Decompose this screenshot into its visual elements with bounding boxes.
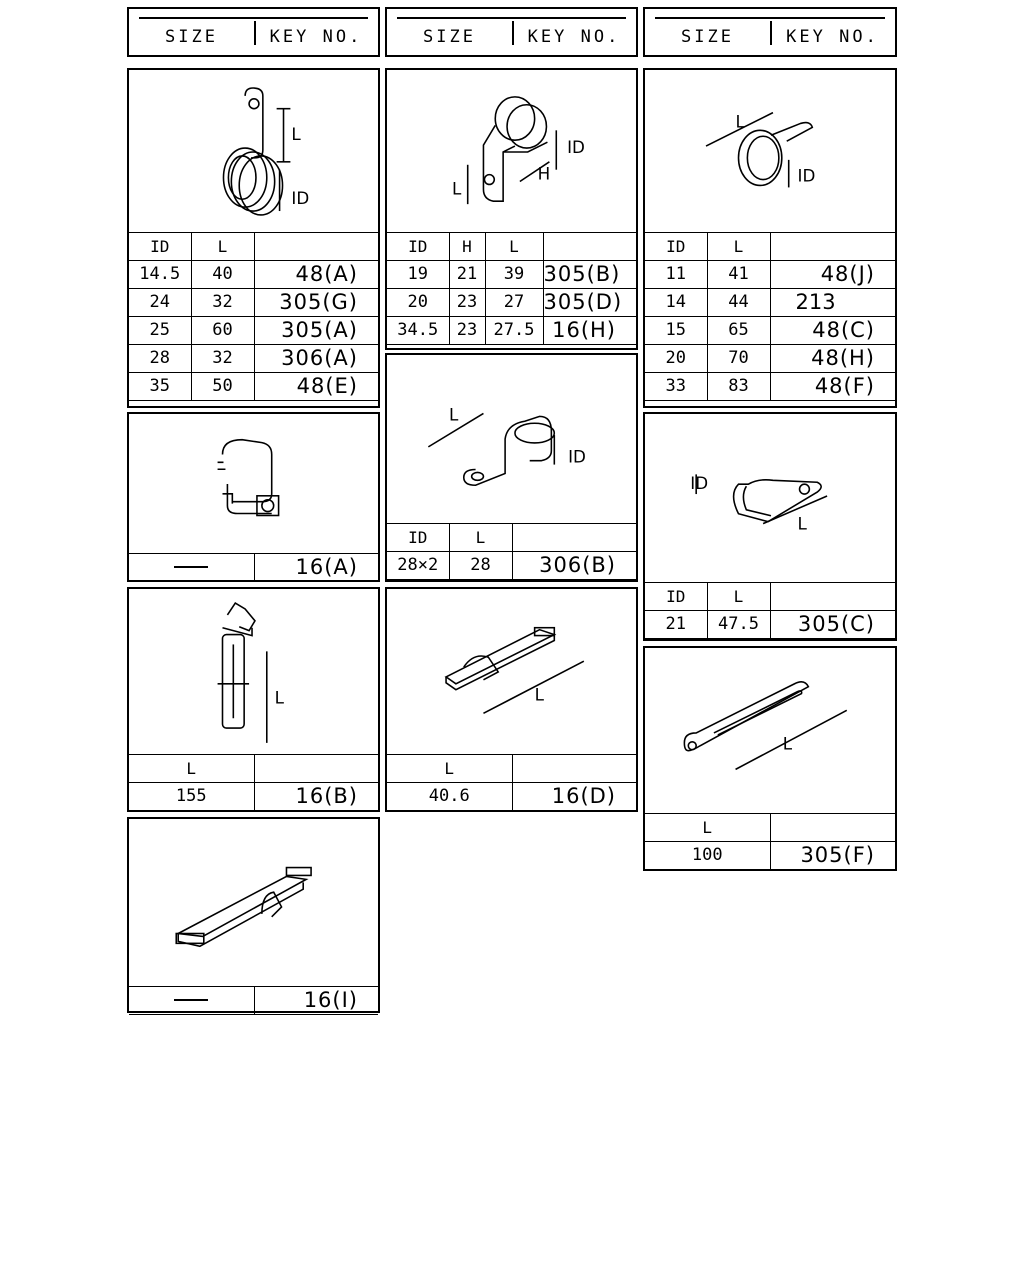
clamp-c-figure xyxy=(645,70,895,232)
cell: 14 xyxy=(645,289,707,317)
cell: 47.5 xyxy=(707,611,770,639)
cell: 100 xyxy=(645,842,770,870)
l-dim-label: L xyxy=(782,733,793,754)
cell: 65 xyxy=(707,317,770,345)
cell: 20 xyxy=(387,289,449,317)
header-col-2 xyxy=(385,7,638,57)
cell: 40.6 xyxy=(387,783,512,811)
h-dim-label: H xyxy=(537,163,551,184)
table-row xyxy=(387,289,636,317)
table-row xyxy=(645,373,895,401)
clip-16a-panel xyxy=(127,412,380,582)
clamp-a-figure xyxy=(129,70,378,232)
clamp-c-panel xyxy=(643,68,897,408)
key-cell: 48(C) xyxy=(770,317,895,345)
clamp-a-panel xyxy=(127,68,380,408)
band-16d-figure xyxy=(387,589,636,754)
col-header: ID xyxy=(645,233,707,261)
cell: 39 xyxy=(485,261,543,289)
clamp-306b-drawing xyxy=(387,355,636,523)
cell: 32 xyxy=(191,289,254,317)
table-row xyxy=(387,317,636,345)
key-cell: 48(A) xyxy=(254,261,378,289)
table-row xyxy=(645,317,895,345)
band-16i-table xyxy=(129,986,378,1015)
clamp-306b-figure xyxy=(387,355,636,523)
clip-16a-figure xyxy=(129,414,378,553)
key-no-label: KEY NO. xyxy=(786,27,879,47)
strap-305f-drawing xyxy=(645,648,895,813)
band-16d-table xyxy=(387,754,636,811)
col-header: L xyxy=(129,755,254,783)
band-16i-panel xyxy=(127,817,380,1013)
cell: 14.5 xyxy=(129,261,191,289)
id-dim-label: ID xyxy=(797,165,816,186)
cell: 28 xyxy=(449,552,512,580)
header-col-1 xyxy=(127,7,380,57)
clamp-b-drawing xyxy=(387,70,636,232)
cell: 28×2 xyxy=(387,552,449,580)
col-header: L xyxy=(191,233,254,261)
cell: 35 xyxy=(129,373,191,401)
clamp-305c-figure xyxy=(645,414,895,582)
key-cell: 305(C) xyxy=(770,611,895,639)
key-cell: 305(A) xyxy=(254,317,378,345)
size-label: SIZE xyxy=(423,27,476,47)
key-cell: 306(B) xyxy=(512,552,636,580)
col-header: L xyxy=(707,583,770,611)
key-cell: 16(H) xyxy=(543,317,636,345)
table-row xyxy=(387,552,636,580)
clamp-a-table xyxy=(129,232,378,401)
clamp-a-drawing xyxy=(129,70,378,232)
key-cell: 16(D) xyxy=(512,783,636,811)
table-row xyxy=(129,317,378,345)
cell: 19 xyxy=(387,261,449,289)
cell: 83 xyxy=(707,373,770,401)
cell: 60 xyxy=(191,317,254,345)
key-cell: 48(E) xyxy=(254,373,378,401)
clamp-b-table xyxy=(387,232,636,345)
table-row xyxy=(129,987,378,1015)
key-cell: 48(H) xyxy=(770,345,895,373)
l-dim-label: L xyxy=(735,111,745,132)
strap-305f-panel xyxy=(643,646,897,871)
size-cell xyxy=(129,987,254,1015)
col-header: ID xyxy=(387,524,449,552)
cell: 15 xyxy=(645,317,707,345)
col-header: L xyxy=(449,524,512,552)
clamp-306b-panel xyxy=(385,353,638,582)
band-16d-panel xyxy=(385,587,638,812)
l-dim-label: L xyxy=(797,513,807,534)
cell: 20 xyxy=(645,345,707,373)
table-row xyxy=(129,261,378,289)
tie-16b-drawing xyxy=(129,589,378,754)
cell: 21 xyxy=(645,611,707,639)
table-row xyxy=(129,289,378,317)
cell: 23 xyxy=(449,289,485,317)
band-16d-drawing xyxy=(387,589,636,754)
table-row xyxy=(645,611,895,639)
table-row xyxy=(645,345,895,373)
id-dim-label: ID xyxy=(690,473,709,494)
clamp-b-panel xyxy=(385,68,638,350)
cell: 27.5 xyxy=(485,317,543,345)
col-header: L xyxy=(707,233,770,261)
col-header: ID xyxy=(129,233,191,261)
id-dim-label: ID xyxy=(568,446,586,467)
key-cell: 16(B) xyxy=(254,783,378,811)
col-header: L xyxy=(645,814,770,842)
table-row xyxy=(387,783,636,811)
key-cell: 305(G) xyxy=(254,289,378,317)
table-row xyxy=(129,345,378,373)
l-dim-label: L xyxy=(274,687,284,708)
cell: 27 xyxy=(485,289,543,317)
l-dim-label: L xyxy=(451,178,462,199)
clip-16a-drawing xyxy=(129,414,378,553)
cell: 11 xyxy=(645,261,707,289)
clamp-306b-table xyxy=(387,523,636,580)
l-dim-label: L xyxy=(534,684,544,705)
clamp-c-drawing xyxy=(645,70,895,232)
cell: 34.5 xyxy=(387,317,449,345)
l-dim-label: L xyxy=(291,124,301,145)
key-cell: 306(A) xyxy=(254,345,378,373)
none-dash xyxy=(174,999,208,1001)
tie-16b-figure xyxy=(129,589,378,754)
cell: 23 xyxy=(449,317,485,345)
table-row xyxy=(129,783,378,811)
key-cell: 213 xyxy=(770,289,895,317)
clamp-305c-table xyxy=(645,582,895,639)
none-dash xyxy=(174,566,208,568)
id-dim-label: ID xyxy=(291,188,310,209)
col-header: H xyxy=(449,233,485,261)
cell: 50 xyxy=(191,373,254,401)
strap-305f-table xyxy=(645,813,895,870)
tie-16b-panel xyxy=(127,587,380,812)
size-cell xyxy=(129,554,254,582)
clamp-305c-panel xyxy=(643,412,897,641)
table-row xyxy=(387,261,636,289)
key-cell: 16(A) xyxy=(254,554,378,582)
cell: 70 xyxy=(707,345,770,373)
cell: 21 xyxy=(449,261,485,289)
size-label: SIZE xyxy=(681,27,734,47)
table-row xyxy=(129,373,378,401)
l-dim-label: L xyxy=(449,404,459,425)
cell: 32 xyxy=(191,345,254,373)
band-16i-figure xyxy=(129,819,378,986)
key-no-label: KEY NO. xyxy=(269,27,363,47)
table-row xyxy=(645,289,895,317)
id-dim-label: ID xyxy=(567,136,585,157)
clip-16a-table xyxy=(129,553,378,582)
strap-305f-figure xyxy=(645,648,895,813)
key-cell: 305(D) xyxy=(543,289,636,317)
key-cell: 305(F) xyxy=(770,842,895,870)
size-label: SIZE xyxy=(165,27,218,47)
clamp-305c-drawing xyxy=(645,414,895,582)
key-cell: 48(F) xyxy=(770,373,895,401)
key-no-label: KEY NO. xyxy=(527,27,621,47)
col-header: L xyxy=(387,755,512,783)
col-header: L xyxy=(485,233,543,261)
clamp-b-figure xyxy=(387,70,636,232)
cell: 41 xyxy=(707,261,770,289)
cell: 28 xyxy=(129,345,191,373)
table-row xyxy=(645,842,895,870)
cell: 40 xyxy=(191,261,254,289)
clamp-c-table xyxy=(645,232,895,401)
cell: 44 xyxy=(707,289,770,317)
cell: 24 xyxy=(129,289,191,317)
cell: 33 xyxy=(645,373,707,401)
key-cell: 305(B) xyxy=(543,261,636,289)
cell: 155 xyxy=(129,783,254,811)
col-header: ID xyxy=(645,583,707,611)
col-header: ID xyxy=(387,233,449,261)
key-cell: 48(J) xyxy=(770,261,895,289)
header-col-3 xyxy=(643,7,897,57)
key-cell: 16(I) xyxy=(254,987,378,1015)
band-16i-drawing xyxy=(129,819,378,986)
table-row xyxy=(129,554,378,582)
tie-16b-table xyxy=(129,754,378,811)
cell: 25 xyxy=(129,317,191,345)
table-row xyxy=(645,261,895,289)
